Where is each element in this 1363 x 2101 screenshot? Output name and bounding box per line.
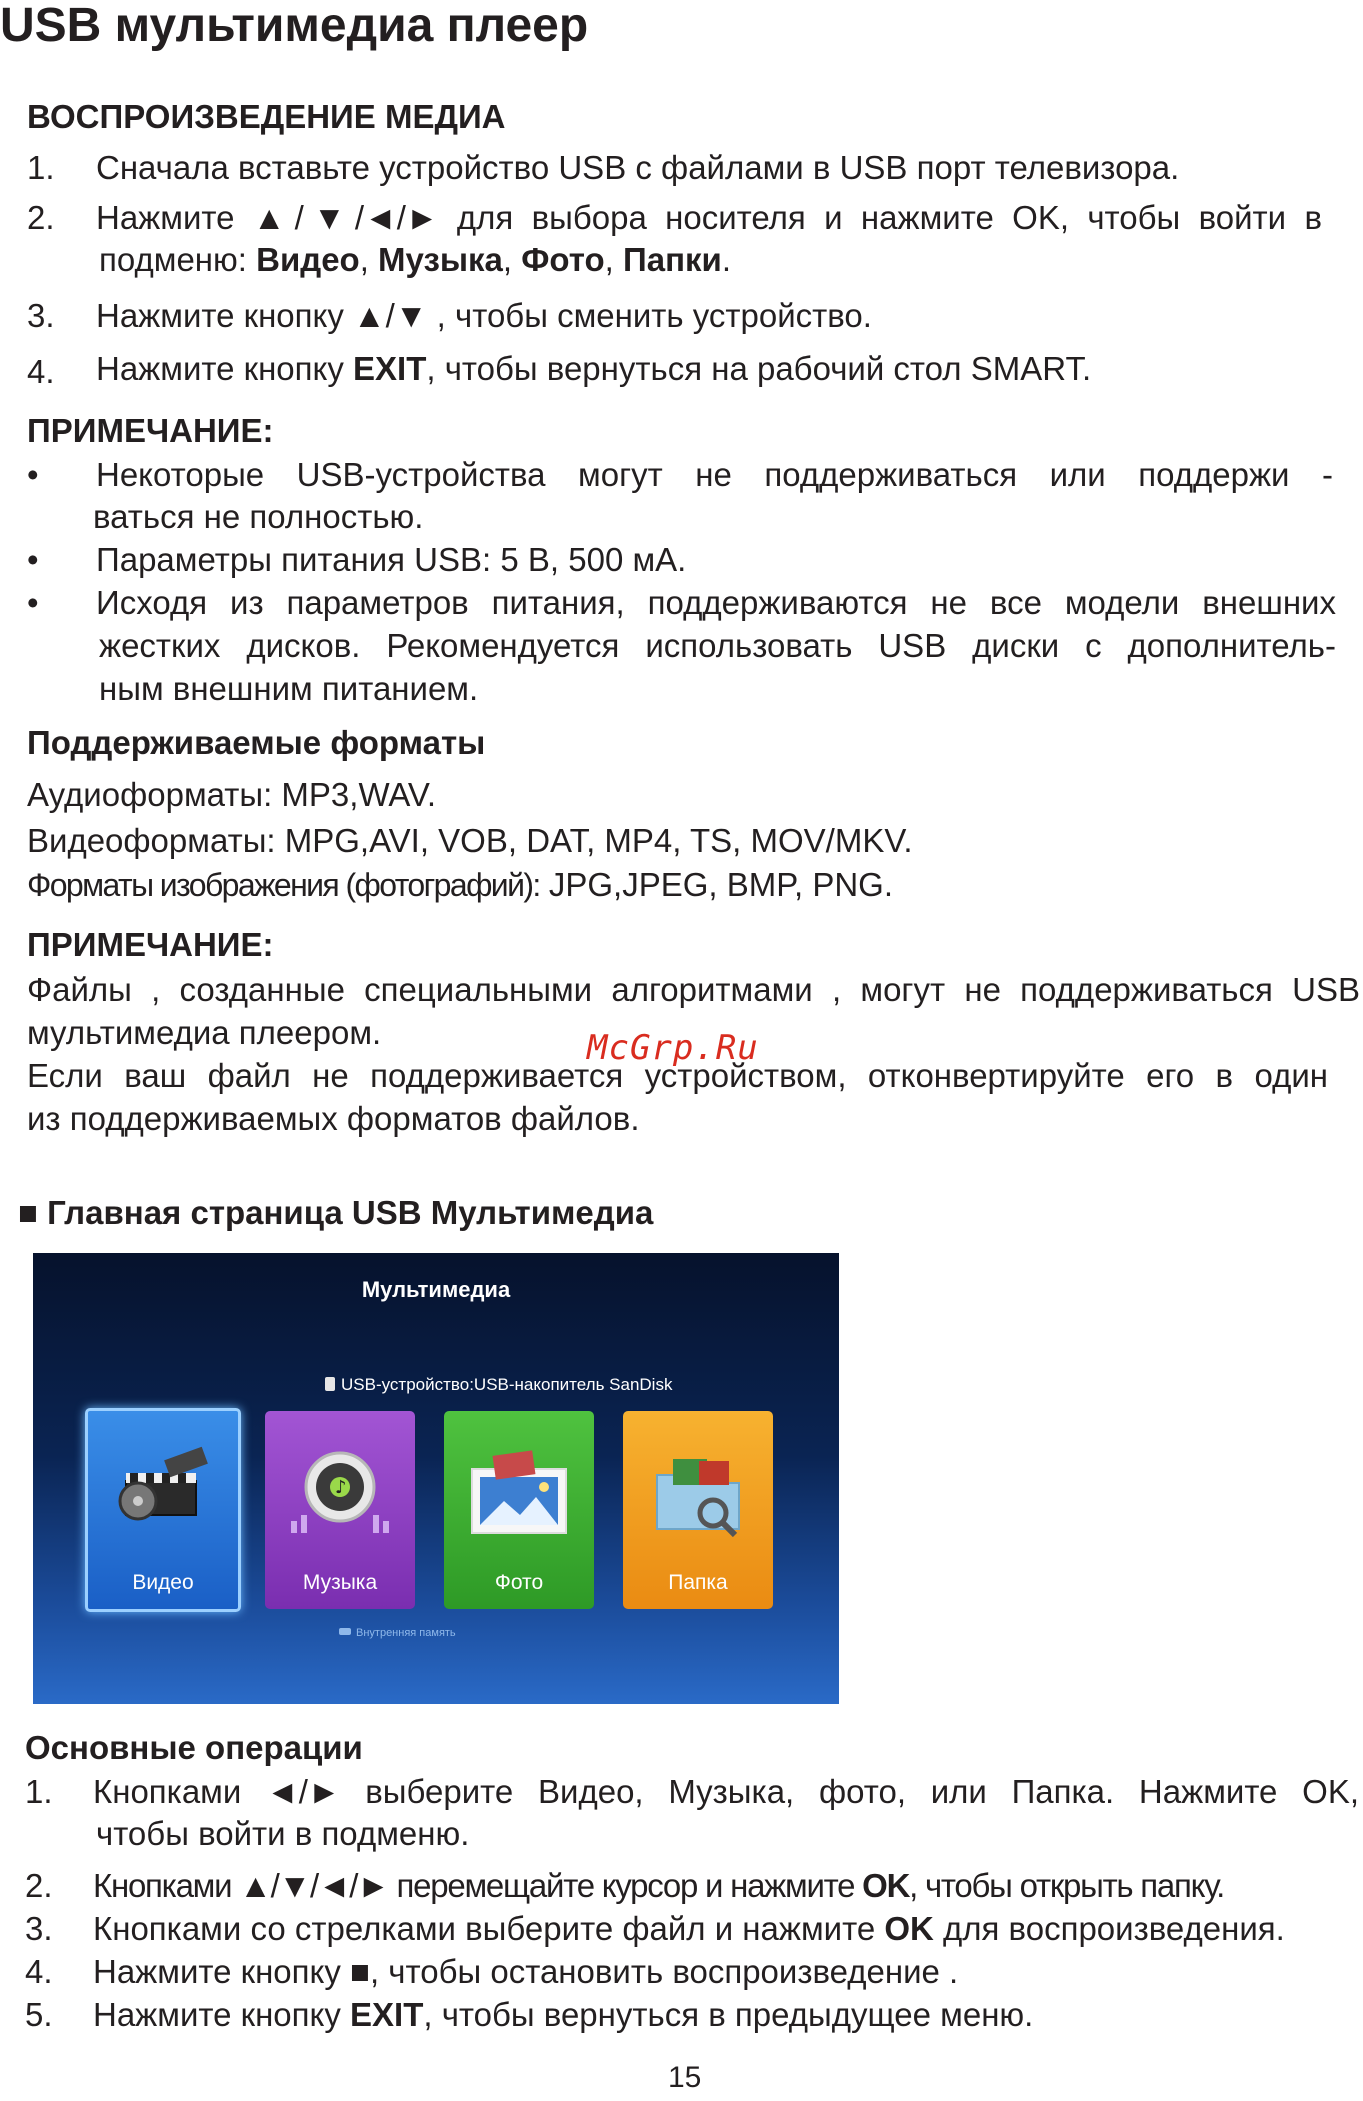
step-text: Нажмите ▲/▼/◄/► для выбора носителя и нажмите OK, чтобы войти в <box>96 199 1322 236</box>
formats-heading: Поддерживаемые форматы <box>27 724 486 761</box>
step-text: Сначала вставьте устройство USB с файлами в USB порт телевизора. <box>96 149 1180 186</box>
step-text: Нажмите кнопку ▲/▼ , чтобы сменить устройство. <box>96 297 872 334</box>
step-text-part: , чтобы открыть папку. <box>909 1867 1225 1904</box>
watermark: McGrp.Ru <box>587 1028 759 1068</box>
note-text: Некоторые USB-устройства могут не поддерживаться или поддержи - <box>96 456 1333 493</box>
video-formats: Видеоформаты: MPG,AVI, VOB, DAT, MP4, TS, MOV/MKV. <box>27 822 913 859</box>
step-text-part: Кнопками со стрелками выберите файл и нажмите <box>93 1910 885 1947</box>
note-text: Исходя из параметров питания, поддерживаются не все модели внешних <box>96 584 1336 621</box>
device-line <box>325 1375 672 1395</box>
bullet: • <box>27 456 39 493</box>
step-text: Нажмите кнопку ■, чтобы остановить воспроизведение . <box>93 1953 959 1990</box>
tile-label: Видео <box>132 1571 194 1594</box>
page-number: 15 <box>668 2061 702 2094</box>
internal-memory-label: Внутренняя память <box>356 1627 456 1639</box>
exit-key-label: EXIT <box>353 350 427 387</box>
step-number: 3. <box>25 1910 53 1947</box>
note-text: Файлы , созданные специальными алгоритмами , могут не поддерживаться USB <box>27 971 1360 1008</box>
submenu-folders: Папки <box>623 241 722 278</box>
ok-key-label: OK <box>862 1867 910 1904</box>
step-text-part: Нажмите кнопку <box>96 350 354 387</box>
note-text-continued: ным внешним питанием. <box>99 670 479 707</box>
screen-title: Мультимедиа <box>361 1277 511 1302</box>
step-number: 3. <box>27 297 55 334</box>
ok-key-label: OK <box>884 1910 934 1947</box>
note-text: Параметры питания USB: 5 В, 500 мА. <box>96 541 687 578</box>
step-number: 1. <box>27 149 55 186</box>
film-clapper-icon <box>108 1441 218 1541</box>
internal-memory[interactable] <box>339 1627 456 1639</box>
audio-formats: Аудиоформаты: MP3,WAV. <box>27 776 437 813</box>
submenu-music: Музыка <box>378 241 503 278</box>
operations-heading: Основные операции <box>25 1729 363 1766</box>
submenu-label: подменю <box>99 241 238 278</box>
photo-frame-icon <box>464 1441 574 1541</box>
note-heading: ПРИМЕЧАНИЕ: <box>27 412 274 449</box>
step-text <box>96 350 1091 388</box>
step-text <box>93 1910 1285 1948</box>
tile-folder[interactable] <box>623 1411 773 1609</box>
tile-video[interactable] <box>85 1408 241 1612</box>
step-text <box>93 1996 1033 2034</box>
step-number: 4. <box>27 353 55 390</box>
note-text: мультимедиа плеером. <box>27 1014 382 1051</box>
folder-icon <box>643 1441 753 1541</box>
tile-label: Фото <box>494 1571 544 1594</box>
punctuation: , <box>359 241 379 278</box>
step-number: 4. <box>25 1953 53 1990</box>
step-text-part: Нажмите кнопку <box>93 1996 351 2033</box>
step-text-part: Кнопками ▲/▼/◄/► перемещайте курсор и нажмите <box>93 1867 863 1904</box>
main-page-heading: ■ Главная страница USB Мультимедиа <box>18 1194 654 1231</box>
music-disc-icon <box>285 1441 395 1541</box>
submenu-video: Видео <box>256 241 360 278</box>
drive-icon <box>339 1628 351 1635</box>
punctuation: : <box>237 241 257 278</box>
image-formats-value: JPG,JPEG, BMP, PNG. <box>539 866 894 903</box>
submenu-photo: Фото <box>521 241 605 278</box>
step-number: 5. <box>25 1996 53 2033</box>
step-number: 1. <box>25 1773 53 1810</box>
step-text-continued <box>99 241 731 279</box>
bullet: • <box>27 541 39 578</box>
note-text-continued: ваться не полностью. <box>93 498 424 535</box>
tile-photo[interactable] <box>444 1411 594 1609</box>
step-text-part: , чтобы вернуться в предыдущее меню. <box>423 1996 1034 2033</box>
image-formats-label: Форматы изображения (фотографий): <box>27 867 540 903</box>
device-name: USB-устройство:USB-накопитель SanDisk <box>341 1375 673 1394</box>
note-heading: ПРИМЕЧАНИЕ: <box>27 926 274 963</box>
step-text <box>93 1867 1224 1905</box>
step-text-continued: чтобы войти в подменю. <box>96 1815 470 1852</box>
image-formats <box>27 866 893 904</box>
step-number: 2. <box>25 1867 53 1904</box>
playback-heading: ВОСПРОИЗВЕДЕНИЕ МЕДИА <box>27 98 506 135</box>
note-text: из поддерживаемых форматов файлов. <box>27 1100 640 1137</box>
usb-lock-icon <box>325 1377 335 1391</box>
page-title: USB мультимедиа плеер <box>0 0 589 52</box>
punctuation: . <box>721 241 731 278</box>
step-text: Кнопками ◄/► выберите Видео, Музыка, фото, или Папка. Нажмите OK, <box>93 1773 1359 1810</box>
tile-label: Папка <box>668 1571 728 1594</box>
exit-key-label: EXIT <box>350 1996 424 2033</box>
step-number: 2. <box>27 199 55 236</box>
step-text-part: , чтобы вернуться на рабочий стол SMART. <box>426 350 1092 387</box>
usb-multimedia-screen <box>33 1253 839 1704</box>
note-text-continued: жестких дисков. Рекомендуется использовать USB диски с дополнитель- <box>99 627 1336 664</box>
note-text: Если ваш файл не поддерживается устройством, отконвертируйте его в один <box>27 1057 1328 1094</box>
punctuation: , <box>604 241 623 278</box>
step-text-part: для воспроизведения. <box>933 1910 1285 1947</box>
punctuation: , <box>502 241 522 278</box>
bullet: • <box>27 584 39 621</box>
tile-label: Музыка <box>302 1571 378 1594</box>
svg-text:♪: ♪ <box>335 1477 347 1498</box>
tile-music[interactable] <box>265 1411 415 1609</box>
